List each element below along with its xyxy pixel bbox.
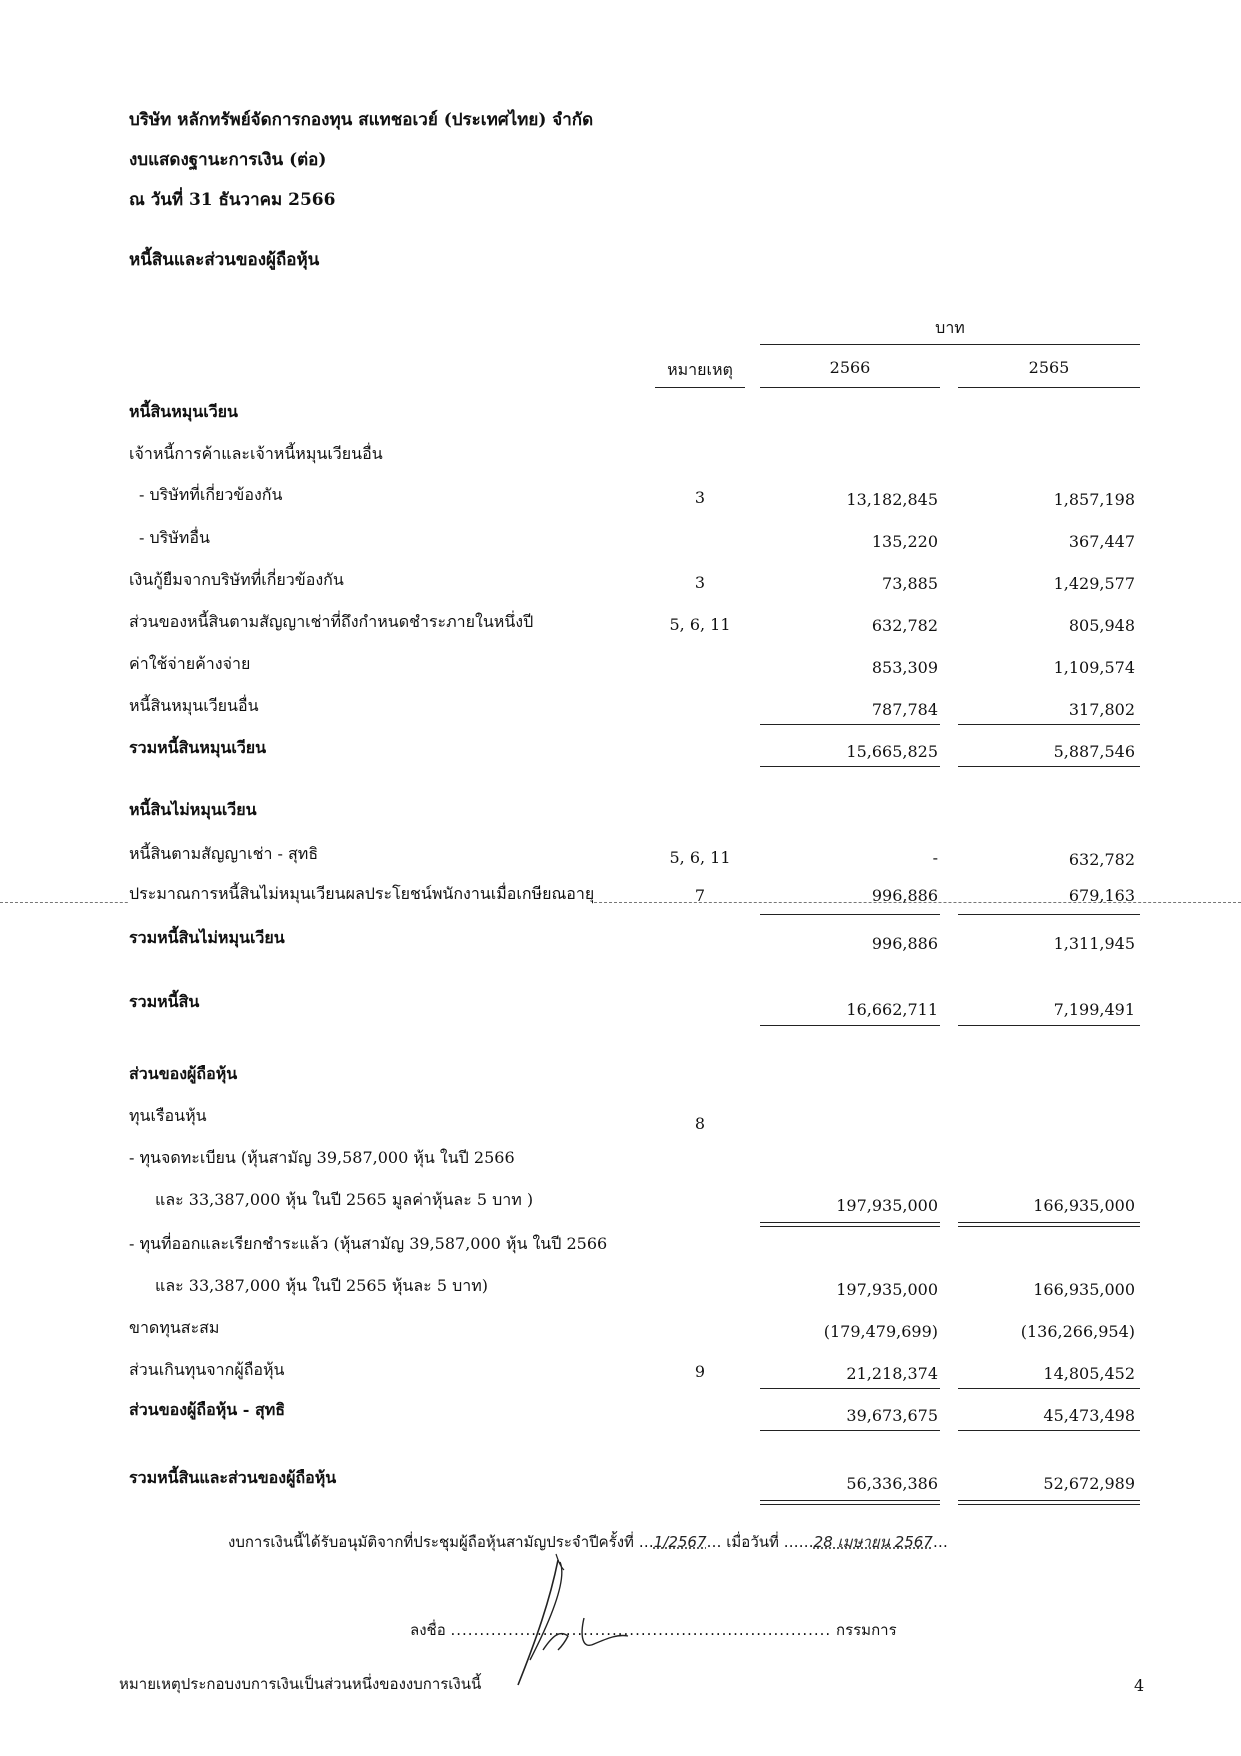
total-cl-label: รวมหนี้สินหมุนเวียน bbox=[129, 738, 267, 757]
registered-capital-2565: 166,935,000 bbox=[1033, 1196, 1135, 1215]
loan-related-2565: 1,429,577 bbox=[1053, 574, 1135, 593]
employee-benefit-2566: 996,886 bbox=[871, 886, 938, 905]
approval-number-handwritten: 1/2567 bbox=[653, 1533, 707, 1551]
total-liabilities-2566: 16,662,711 bbox=[846, 1000, 938, 1019]
currency-rule bbox=[760, 344, 1140, 345]
total-cl-2566: 15,665,825 bbox=[846, 742, 938, 761]
equity-net-2566: 39,673,675 bbox=[846, 1406, 938, 1425]
year-2566-header: 2566 bbox=[829, 358, 871, 377]
paid-capital-line1: - ทุนที่ออกและเรียกชำระแล้ว (หุ้นสามัญ 39,587,000 หุ้น ในปี 2566 bbox=[129, 1234, 608, 1253]
employee-benefit-label: ประมาณการหนี้สินไม่หมุนเวียนผลประโยชน์พนักงานเมื่อเกษียณอายุ bbox=[129, 882, 594, 907]
equity-net-2565: 45,473,498 bbox=[1043, 1406, 1135, 1425]
approval-mid: เมื่อวันที่ bbox=[726, 1533, 779, 1551]
paid-capital-2566: 197,935,000 bbox=[836, 1280, 938, 1299]
company-name: บริษัท หลักทรัพย์จัดการกองทุน สแทชอเวย์ (ประเทศไทย) จำกัด bbox=[129, 110, 594, 130]
notes-statement: หมายเหตุประกอบงบการเงินเป็นส่วนหนึ่งของงบการเงินนี้ bbox=[119, 1675, 482, 1693]
total-ncl-2566: 996,886 bbox=[871, 934, 938, 953]
current-liabilities-heading: หนี้สินหมุนเวียน bbox=[129, 402, 238, 421]
total-le-double-rule-y2 bbox=[958, 1500, 1140, 1505]
lease-current-2565: 805,948 bbox=[1068, 616, 1135, 635]
share-capital-note: 8 bbox=[694, 1114, 706, 1133]
approval-number: …1/2567… bbox=[638, 1533, 722, 1551]
premium-2565: 14,805,452 bbox=[1043, 1364, 1135, 1383]
section-title: หนี้สินและส่วนของผู้ถือหุ้น bbox=[129, 250, 320, 270]
share-capital-label: ทุนเรือนหุ้น bbox=[129, 1106, 207, 1125]
statement-title: งบแสดงฐานะการเงิน (ต่อ) bbox=[129, 150, 327, 170]
total-ncl-rule-y1 bbox=[760, 914, 940, 915]
total-liabilities-underline-y1 bbox=[760, 1025, 940, 1026]
total-cl-rule-y1 bbox=[760, 724, 940, 725]
loan-related-note: 3 bbox=[694, 573, 706, 592]
lease-net-2565: 632,782 bbox=[1068, 850, 1135, 869]
loan-related-label: เงินกู้ยืมจากบริษัทที่เกี่ยวข้องกัน bbox=[129, 570, 344, 589]
ap-related-2565: 1,857,198 bbox=[1053, 490, 1135, 509]
deficit-label: ขาดทุนสะสม bbox=[129, 1318, 220, 1337]
accrued-2566: 853,309 bbox=[871, 658, 938, 677]
accrued-2565: 1,109,574 bbox=[1053, 658, 1135, 677]
sign-label: ลงชื่อ bbox=[410, 1621, 446, 1639]
approval-date-handwritten: 28 เมษายน 2567 bbox=[813, 1533, 933, 1551]
registered-capital-2566: 197,935,000 bbox=[836, 1196, 938, 1215]
ap-related-2566: 13,182,845 bbox=[846, 490, 938, 509]
approval-date: ……28 เมษายน 2567… bbox=[783, 1533, 948, 1551]
lease-current-note: 5, 6, 11 bbox=[669, 615, 731, 634]
ap-other-2566: 135,220 bbox=[871, 532, 938, 551]
lease-net-2566: - bbox=[932, 848, 938, 867]
statement-date: ณ วันที่ 31 ธันวาคม 2566 bbox=[129, 190, 336, 210]
employee-benefit-note: 7 bbox=[694, 886, 706, 905]
total-ncl-label: รวมหนี้สินไม่หมุนเวียน bbox=[129, 928, 285, 947]
registered-capital-line1: - ทุนจดทะเบียน (หุ้นสามัญ 39,587,000 หุ้น ในปี 2566 bbox=[129, 1148, 515, 1167]
year-2565-header: 2565 bbox=[1028, 358, 1070, 377]
total-liabilities-label: รวมหนี้สิน bbox=[129, 992, 200, 1011]
paid-capital-2565: 166,935,000 bbox=[1033, 1280, 1135, 1299]
equity-net-rule-y2 bbox=[958, 1388, 1140, 1389]
premium-2566: 21,218,374 bbox=[846, 1364, 938, 1383]
equity-net-underline-y1 bbox=[760, 1430, 940, 1431]
note-header-rule bbox=[655, 387, 745, 388]
ap-other-label: - บริษัทอื่น bbox=[139, 528, 210, 547]
equity-net-rule-y1 bbox=[760, 1388, 940, 1389]
non-current-liabilities-heading: หนี้สินไม่หมุนเวียน bbox=[129, 800, 257, 819]
ap-related-note: 3 bbox=[694, 488, 706, 507]
page-number: 4 bbox=[1134, 1676, 1145, 1695]
lease-net-label: หนี้สินตามสัญญาเช่า - สุทธิ bbox=[129, 844, 319, 863]
y2-header-rule bbox=[958, 387, 1140, 388]
equity-net-label: ส่วนของผู้ถือหุ้น - สุทธิ bbox=[129, 1400, 286, 1419]
sign-dots: .................................................................. bbox=[450, 1621, 832, 1639]
total-cl-rule-y2 bbox=[958, 724, 1140, 725]
other-cl-label: หนี้สินหมุนเวียนอื่น bbox=[129, 696, 259, 715]
equity-net-underline-y2 bbox=[958, 1430, 1140, 1431]
total-liabilities-2565: 7,199,491 bbox=[1053, 1000, 1135, 1019]
deficit-2565: (136,266,954) bbox=[1020, 1322, 1135, 1341]
premium-note: 9 bbox=[694, 1362, 706, 1381]
total-cl-underline-y2 bbox=[958, 766, 1140, 767]
y1-header-rule bbox=[760, 387, 940, 388]
lease-net-note: 5, 6, 11 bbox=[669, 848, 731, 867]
ap-related-label: - บริษัทที่เกี่ยวข้องกัน bbox=[139, 485, 283, 504]
note-column-header: หมายเหตุ bbox=[667, 360, 733, 379]
registered-capital-double-rule-y2 bbox=[958, 1222, 1140, 1227]
total-cl-underline-y1 bbox=[760, 766, 940, 767]
total-ncl-2565: 1,311,945 bbox=[1053, 934, 1135, 953]
total-ncl-rule-y2 bbox=[958, 914, 1140, 915]
equity-heading: ส่วนของผู้ถือหุ้น bbox=[129, 1064, 238, 1083]
accrued-label: ค่าใช้จ่ายค้างจ่าย bbox=[129, 654, 251, 673]
total-liabilities-underline-y2 bbox=[958, 1025, 1140, 1026]
registered-capital-double-rule-y1 bbox=[760, 1222, 940, 1227]
lease-current-2566: 632,782 bbox=[871, 616, 938, 635]
sign-role: กรรมการ bbox=[835, 1621, 897, 1639]
other-cl-2566: 787,784 bbox=[871, 700, 938, 719]
registered-capital-line2: และ 33,387,000 หุ้น ในปี 2565 มูลค่าหุ้นละ 5 บาท ) bbox=[155, 1190, 534, 1209]
other-cl-2565: 317,802 bbox=[1068, 700, 1135, 719]
total-le-double-rule-y1 bbox=[760, 1500, 940, 1505]
total-cl-2565: 5,887,546 bbox=[1053, 742, 1135, 761]
signature-scribble bbox=[498, 1540, 648, 1690]
paid-capital-line2: และ 33,387,000 หุ้น ในปี 2565 หุ้นละ 5 บาท) bbox=[155, 1276, 489, 1295]
currency-header: บาท bbox=[935, 318, 965, 337]
loan-related-2566: 73,885 bbox=[882, 574, 938, 593]
approval-prefix: งบการเงินนี้ได้รับอนุมัติจากที่ประชุมผู้ถือหุ้นสามัญประจำปีครั้งที่ bbox=[228, 1533, 634, 1551]
payables-heading: เจ้าหนี้การค้าและเจ้าหนี้หมุนเวียนอื่น bbox=[129, 444, 383, 463]
total-le-2565: 52,672,989 bbox=[1043, 1474, 1135, 1493]
ap-other-2565: 367,447 bbox=[1068, 532, 1135, 551]
employee-benefit-2565: 679,163 bbox=[1068, 886, 1135, 905]
signature-line bbox=[410, 1618, 897, 1642]
lease-current-label: ส่วนของหนี้สินตามสัญญาเช่าที่ถึงกำหนดชำระภายในหนึ่งปี bbox=[129, 612, 534, 631]
premium-label: ส่วนเกินทุนจากผู้ถือหุ้น bbox=[129, 1360, 285, 1379]
total-le-2566: 56,336,386 bbox=[846, 1474, 938, 1493]
deficit-2566: (179,479,699) bbox=[823, 1322, 938, 1341]
total-le-label: รวมหนี้สินและส่วนของผู้ถือหุ้น bbox=[129, 1468, 337, 1487]
